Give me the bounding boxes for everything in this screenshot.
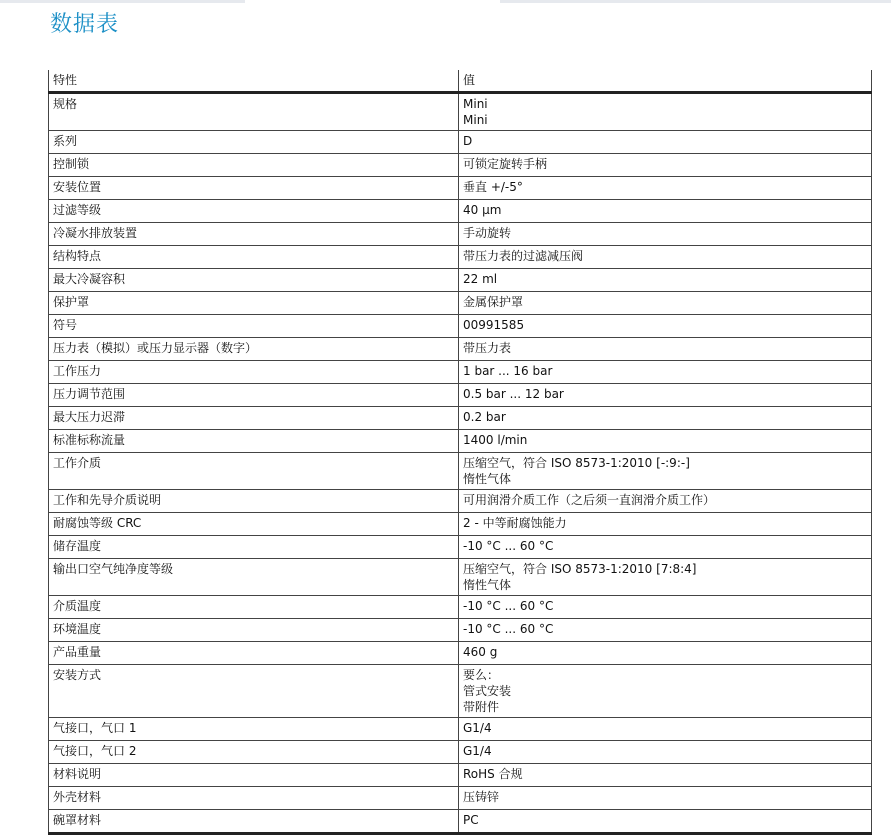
value-cell xyxy=(459,292,872,315)
table-row xyxy=(49,490,872,513)
property-cell: 最大压力迟滞 xyxy=(49,407,459,430)
table-header-row xyxy=(49,70,872,93)
value-cell xyxy=(459,223,872,246)
table-row xyxy=(49,338,872,361)
property-cell: 输出口空气纯净度等级 xyxy=(49,559,459,596)
value-cell xyxy=(459,559,872,596)
value-line: RoHS 合规 xyxy=(463,767,523,781)
property-cell: 气接口，气口 1 xyxy=(49,718,459,741)
value-line: 带压力表 xyxy=(463,341,512,355)
table-row xyxy=(49,407,872,430)
value-line: 压铸锌 xyxy=(463,790,500,804)
value-line: -10 °C ... 60 °C xyxy=(463,599,554,613)
table-row xyxy=(49,453,872,490)
property-cell: 压力调节范围 xyxy=(49,384,459,407)
property-cell: 外壳材料 xyxy=(49,787,459,810)
table-row xyxy=(49,361,872,384)
value-line: D xyxy=(463,134,473,148)
value-cell xyxy=(459,642,872,665)
value-cell xyxy=(459,246,872,269)
property-cell: 安装位置 xyxy=(49,177,459,200)
table-row xyxy=(49,384,872,407)
header-property: 特性 xyxy=(49,70,459,93)
value-cell xyxy=(459,407,872,430)
value-line: 管式安装 xyxy=(463,684,512,698)
value-line: 垂直 +/-5° xyxy=(463,180,523,194)
table-row xyxy=(49,246,872,269)
value-line: 40 µm xyxy=(463,203,502,217)
value-line: 要么： xyxy=(463,668,500,682)
table-row xyxy=(49,200,872,223)
value-line: G1/4 xyxy=(463,744,492,758)
property-cell: 过滤等级 xyxy=(49,200,459,223)
value-line: 带压力表的过滤减压阀 xyxy=(463,249,584,263)
value-cell xyxy=(459,338,872,361)
header-value: 值 xyxy=(459,70,872,93)
value-line: 2 - 中等耐腐蚀能力 xyxy=(463,516,567,530)
table-row xyxy=(49,718,872,741)
table-row xyxy=(49,315,872,338)
value-line: Mini xyxy=(463,113,488,127)
property-cell: 工作和先导介质说明 xyxy=(49,490,459,513)
value-cell xyxy=(459,93,872,131)
table-row xyxy=(49,223,872,246)
value-cell xyxy=(459,596,872,619)
value-cell xyxy=(459,269,872,292)
table-row xyxy=(49,619,872,642)
value-line: 可用润滑介质工作（之后须一直润滑介质工作） xyxy=(463,493,716,507)
property-cell: 工作介质 xyxy=(49,453,459,490)
property-cell: 材料说明 xyxy=(49,764,459,787)
value-line: 带附件 xyxy=(463,700,500,714)
value-cell xyxy=(459,764,872,787)
value-line: 460 g xyxy=(463,645,498,659)
table-row xyxy=(49,810,872,834)
top-rule-right xyxy=(500,0,891,3)
table-body xyxy=(49,93,872,834)
value-line: PC xyxy=(463,813,479,827)
table-row xyxy=(49,741,872,764)
property-cell: 碗罩材料 xyxy=(49,810,459,834)
property-cell: 环境温度 xyxy=(49,619,459,642)
property-cell: 压力表（模拟）或压力显示器（数字） xyxy=(49,338,459,361)
table-row xyxy=(49,513,872,536)
table-row xyxy=(49,764,872,787)
table-row xyxy=(49,131,872,154)
property-cell: 耐腐蚀等级 CRC xyxy=(49,513,459,536)
value-line: 0.5 bar ... 12 bar xyxy=(463,387,564,401)
value-line: 惰性气体 xyxy=(463,472,512,486)
value-line: 1400 l/min xyxy=(463,433,528,447)
table-row xyxy=(49,596,872,619)
property-cell: 控制锁 xyxy=(49,154,459,177)
value-cell xyxy=(459,315,872,338)
value-cell xyxy=(459,361,872,384)
table-row xyxy=(49,559,872,596)
value-line: 手动旋转 xyxy=(463,226,512,240)
value-cell xyxy=(459,384,872,407)
value-line: 压缩空气，符合 ISO 8573-1:2010 [-:9:-] xyxy=(463,456,690,470)
property-cell: 规格 xyxy=(49,93,459,131)
value-cell xyxy=(459,810,872,834)
value-cell xyxy=(459,718,872,741)
top-rule-left xyxy=(0,0,245,3)
value-line: 可锁定旋转手柄 xyxy=(463,157,548,171)
table-row xyxy=(49,665,872,718)
table-row xyxy=(49,787,872,810)
value-line: G1/4 xyxy=(463,721,492,735)
value-cell xyxy=(459,741,872,764)
property-cell: 系列 xyxy=(49,131,459,154)
value-line: 压缩空气，符合 ISO 8573-1:2010 [7:8:4] xyxy=(463,562,697,576)
table-row xyxy=(49,642,872,665)
property-cell: 保护罩 xyxy=(49,292,459,315)
value-line: -10 °C ... 60 °C xyxy=(463,622,554,636)
property-cell: 符号 xyxy=(49,315,459,338)
property-cell: 最大冷凝容积 xyxy=(49,269,459,292)
table-row xyxy=(49,154,872,177)
property-cell: 产品重量 xyxy=(49,642,459,665)
value-cell xyxy=(459,536,872,559)
value-cell xyxy=(459,200,872,223)
value-cell xyxy=(459,787,872,810)
table-row xyxy=(49,269,872,292)
value-line: 金属保护罩 xyxy=(463,295,524,309)
datasheet-table xyxy=(48,70,872,835)
value-cell xyxy=(459,490,872,513)
value-line: Mini xyxy=(463,97,488,111)
property-cell: 气接口，气口 2 xyxy=(49,741,459,764)
value-cell xyxy=(459,453,872,490)
property-cell: 介质温度 xyxy=(49,596,459,619)
value-cell xyxy=(459,513,872,536)
property-cell: 冷凝水排放装置 xyxy=(49,223,459,246)
property-cell: 结构特点 xyxy=(49,246,459,269)
property-cell: 安装方式 xyxy=(49,665,459,718)
table-row xyxy=(49,177,872,200)
value-line: 00991585 xyxy=(463,318,525,332)
value-cell xyxy=(459,430,872,453)
value-cell xyxy=(459,154,872,177)
table-row xyxy=(49,93,872,131)
value-line: 惰性气体 xyxy=(463,578,512,592)
value-cell xyxy=(459,619,872,642)
value-line: 22 ml xyxy=(463,272,498,286)
table-row xyxy=(49,536,872,559)
property-cell: 储存温度 xyxy=(49,536,459,559)
page-title: 数据表 xyxy=(50,12,120,37)
value-line: -10 °C ... 60 °C xyxy=(463,539,554,553)
value-cell xyxy=(459,177,872,200)
value-cell xyxy=(459,131,872,154)
table-row xyxy=(49,292,872,315)
value-cell xyxy=(459,665,872,718)
value-line: 1 bar ... 16 bar xyxy=(463,364,553,378)
property-cell: 工作压力 xyxy=(49,361,459,384)
property-cell: 标准标称流量 xyxy=(49,430,459,453)
value-line: 0.2 bar xyxy=(463,410,506,424)
table-row xyxy=(49,430,872,453)
